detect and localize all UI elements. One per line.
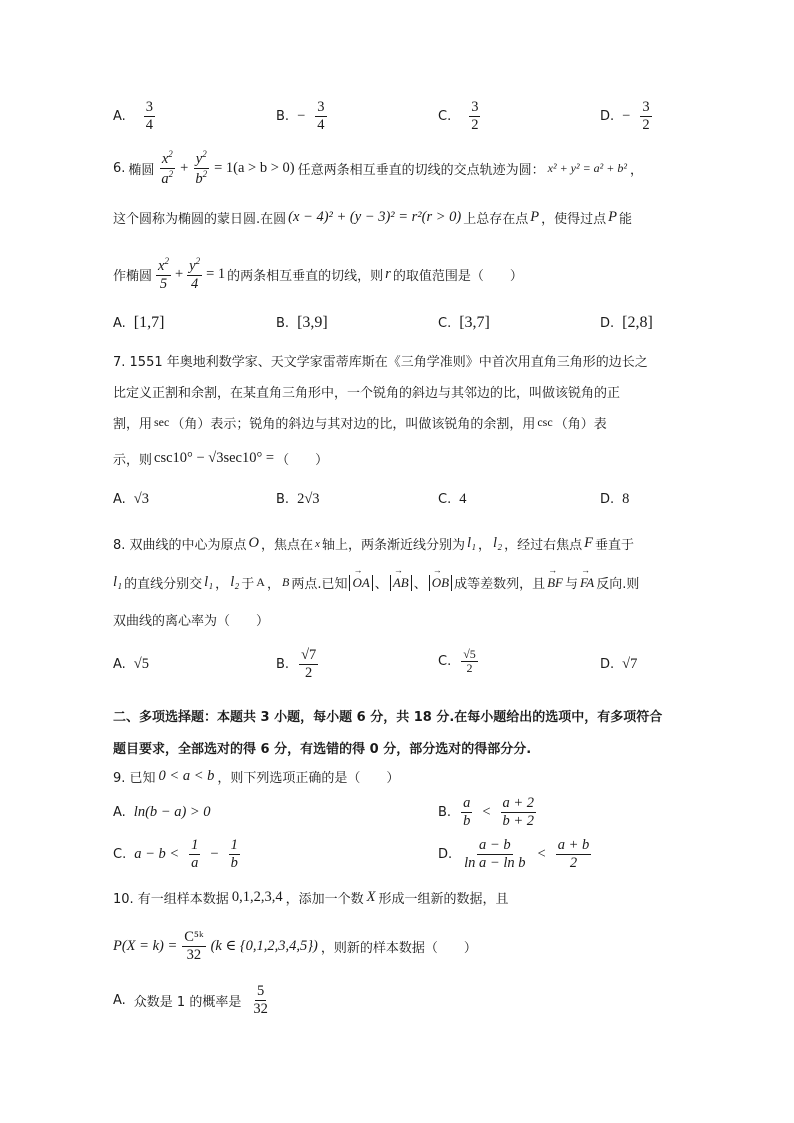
q8-option-c: C. $\frac{√5}{2}$ — [438, 647, 476, 676]
q6-line-3: 作椭圆 $\frac{x^2}{5}$ + $\frac{y^2}{4}$ = 1 的两条相互垂直的切线，则 r 的取值范围是（ ） — [113, 256, 523, 292]
option-label: C. — [438, 109, 452, 125]
q8-line-1: 8. 双曲线的中心为原点 O ，焦点在 x 轴上，两条渐近线分别为 l₁ ， l₂ ，经过右焦点 F 垂直于 — [113, 535, 635, 553]
q6-line-2: 这个圆称为椭圆的蒙日圆.在圆 (x − 4)² + (y − 3)² = r²(r > 0) 上总存在点 P ，使得过点 P 能 — [113, 209, 632, 227]
q7-line-3: 割，用 sec （角）表示；锐角的斜边与其对边的比，叫做该锐角的余割，用 csc （角）表 — [113, 415, 607, 432]
q9-option-c: C. a − b < $\frac{1}{a}$ − $\frac{1}{b}$ — [113, 837, 238, 871]
abs-ob: → OB — [429, 575, 452, 591]
q5-option-b: B. − $\frac{3}{4}$ — [276, 99, 325, 133]
q5-option-c — [438, 100, 482, 134]
q5-option-a — [113, 100, 157, 134]
fraction-binomial: $\frac{\text{C⁵ᵏ}}{32}$ — [184, 929, 204, 963]
q8-option-a: A. √5 — [113, 656, 150, 672]
q8-line-3: 双曲线的离心率为（ ） — [113, 614, 270, 629]
section-2-heading-line-1: 二、多项选择题：本题共 3 小题，每小题 6 分，共 18 分.在每小题给出的选项中，有多项符合 — [113, 710, 663, 725]
option-label: B. — [276, 109, 290, 125]
option-label: A. — [113, 109, 126, 125]
q7-line-2: 比定义正割和余割，在某直角三角形中，一个锐角的斜边与其邻边的比，叫做该锐角的正 — [113, 386, 621, 401]
fraction: $\frac{3}{4}$ — [317, 99, 325, 133]
q6-option-d: D. [2,8] — [600, 314, 653, 331]
fraction: $\frac{3}{2}$ — [642, 99, 650, 133]
fraction-x2-a2: $\frac{x^2}{a^2}$ — [161, 149, 174, 187]
fraction: $\frac{3}{2}$ — [471, 99, 479, 133]
q5-option-d: D. − $\frac{3}{2}$ — [600, 99, 650, 133]
fraction: $\frac{3}{4}$ — [145, 99, 154, 133]
q9-option-a: A. ln(b − a) > 0 — [113, 804, 211, 820]
q7-line-4: 示，则 csc10° − √3sec10° = （ ） — [113, 450, 329, 468]
q7-option-a: A. √3 — [113, 491, 150, 507]
q7-option-c: C. 4 — [438, 491, 467, 507]
abs-ab: → AB — [390, 575, 412, 591]
q8-option-d: D. √7 — [600, 656, 638, 672]
q8-option-b: B. $\frac{√7}{2}$ — [276, 647, 317, 681]
q6-line-1: 6. 椭圆 $\frac{x^2}{a^2}$ + $\frac{y^2}{b^2}$ = 1(a > b > 0) 任意两条相互垂直的切线的交点轨迹为圆： x² + y² = a² + b² ， — [113, 149, 643, 187]
q8-line-2: l₁ 的直线分别交 l₁ ， l₂ 于 A ， B 两点.已知 → OA 、 → AB 、 → OB 成等差数列，且 → BF 与 → FA 反向.则 — [113, 573, 639, 592]
section-2-heading-line-2: 题目要求，全部选对的得 6 分，有选错的得 0 分，部分选对的得部分分. — [113, 742, 532, 757]
q10-option-a: A. 众数是 1 的概率是 $\frac{5}{32}$ — [113, 983, 268, 1017]
abs-oa: → OA — [349, 575, 372, 591]
fraction-y2-b2: $\frac{y^2}{b^2}$ — [195, 149, 208, 187]
q6-option-c: C. [3,7] — [438, 314, 490, 331]
q10-stem-line-2: P(X = k) = $\frac{\text{C⁵ᵏ}}{32}$ (k ∈ {0,1,2,3,4,5}) ，则新的样本数据（ ） — [113, 929, 477, 963]
q7-line-1: 7. 1551 年奥地利数学家、天文学家雷蒂库斯在《三角学准则》中首次用直角三角形的边长之 — [113, 355, 648, 370]
q6-option-b: B. [3,9] — [276, 314, 328, 331]
fraction-x2-5: $\frac{x^2}{5}$ — [158, 256, 169, 292]
option-label: D. — [600, 109, 615, 125]
q7-option-d: D. 8 — [600, 491, 630, 507]
q9-stem: 9. 已知 0 < a < b ，则下列选项正确的是（ ） — [113, 768, 400, 786]
q9-option-d: D. $\frac{a - b}{\text{ln a − ln b}}$ < $\frac{a + b}{2}$ — [438, 837, 590, 871]
q10-stem-line-1: 10. 有一组样本数据 0,1,2,3,4 ，添加一个数 X 形成一组新的数据，且 — [113, 889, 509, 907]
fraction-y2-4: $\frac{y^2}{4}$ — [189, 256, 201, 292]
q7-option-b: B. 2√3 — [276, 491, 320, 507]
q9-option-b: B. $\frac{a}{b}$ < $\frac{a + 2}{b + 2}$ — [438, 795, 535, 829]
q6-option-a: A. [1,7] — [113, 314, 165, 331]
